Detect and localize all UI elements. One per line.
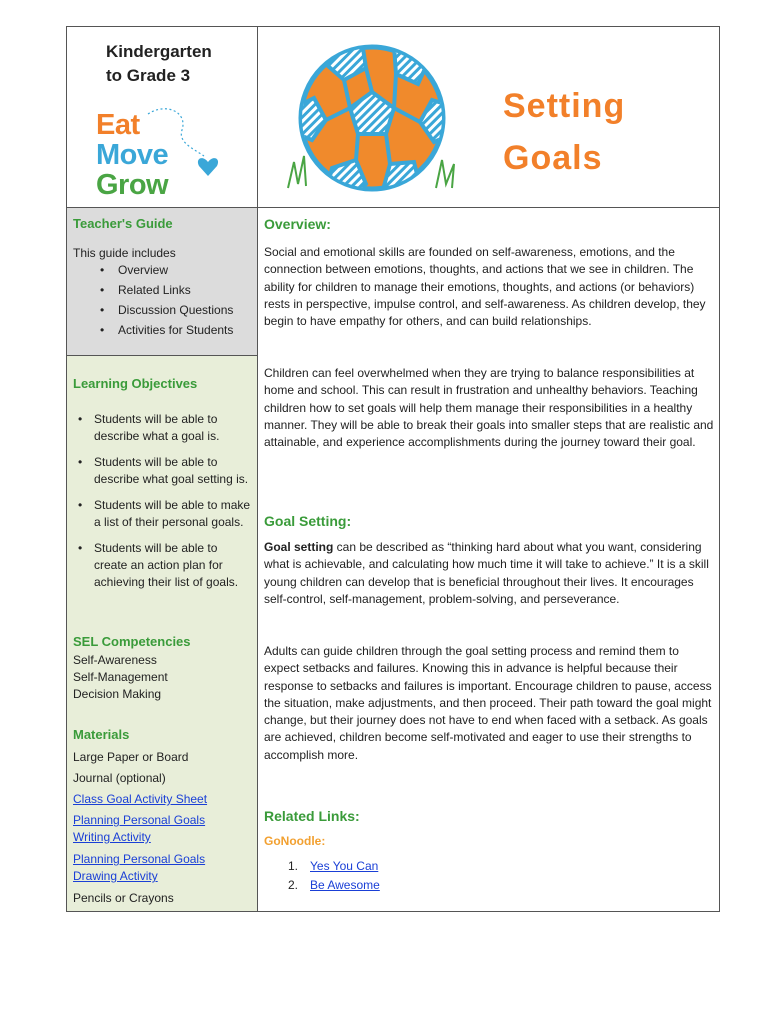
list-item (288, 876, 380, 895)
logo-heart-icon (96, 108, 236, 200)
be-awesome-link[interactable]: Be Awesome (310, 878, 380, 892)
grade-line-1: Kindergarten (106, 42, 212, 61)
column-divider (257, 26, 258, 912)
title-line-1: Setting (503, 87, 626, 125)
overview-paragraph-1: Social and emotional skills are founded on self-awareness, emotions, and the connection between emotions, thoughts, and actions that we see in children. The ability for children to manage their emotions, thoughts, and actions (or behaviors) rests in perspective, impulse control, and self-awareness. As children develop, they begin to have empathy for others, and can build relationships. (264, 245, 706, 329)
eat-move-grow-logo (96, 108, 236, 200)
sel-list (73, 652, 168, 703)
goal-setting-paragraph-1 (264, 539, 714, 608)
list-item: • Related Links (96, 280, 233, 300)
list-item: • Students will be able to describe what goal setting is. (76, 454, 252, 488)
material-item: Pencils or Crayons (73, 891, 174, 905)
title-line-2: Goals (503, 139, 603, 177)
gonoodle-subheading: GoNoodle: (264, 834, 326, 848)
class-goal-activity-link[interactable]: Class Goal Activity Sheet (73, 792, 208, 806)
goal-setting-heading: Goal Setting: (264, 513, 352, 529)
grade-label (106, 40, 246, 88)
teachers-guide-heading: Teacher's Guide (73, 216, 173, 231)
learning-objectives-heading: Learning Objectives (73, 376, 198, 391)
logo-word-move: Move (96, 139, 169, 171)
related-links-list (288, 857, 380, 895)
teachers-guide-list (96, 260, 233, 340)
list-item (288, 857, 380, 876)
material-item: Journal (optional) (73, 771, 166, 785)
list-item: • Overview (96, 260, 233, 280)
overview-paragraph-2: Children can feel overwhelmed when they are trying to balance responsibilities at home and school. This can result in frustration and unhealthy behaviors. Teaching children how to set goals will help them manage their responsibilities in a healthy manner. They will be able to break their goals into smaller steps that are realistic and attainable, and experience accomplishments during the journey toward their goal. (264, 366, 714, 450)
teachers-guide-intro: This guide includes (73, 246, 176, 260)
goal-setting-definition: can be described as “thinking hard about what you want, considering what is achievable, and calculating how much time it will take to achieve.” It is a skill young children can develop that is beneficial throughout their lives. It encourages self-control, self-management, problem-solving, and perseverance. (264, 540, 709, 606)
logo-word-eat: Eat (96, 109, 140, 141)
link-line[interactable]: Planning Personal Goals (73, 813, 206, 827)
link-line[interactable]: Planning Personal Goals (73, 852, 206, 866)
page-title (503, 80, 625, 184)
list-item: Self-Management (73, 670, 168, 684)
list-item: • Activities for Students (96, 320, 233, 340)
list-number: 2. (288, 878, 299, 892)
yes-you-can-link[interactable]: Yes You Can (310, 859, 379, 873)
list-item: Decision Making (73, 687, 162, 701)
drawing-activity-link[interactable] (73, 851, 205, 885)
list-item: • Students will be able to make a list of their personal goals. (76, 497, 252, 531)
list-item: Self-Awareness (73, 653, 157, 667)
list-item: • Students will be able to create an action plan for achieving their list of goals. (76, 540, 252, 591)
link-line[interactable]: Writing Activity (73, 830, 151, 844)
material-item: Large Paper or Board (73, 750, 189, 764)
goal-setting-paragraph-2: Adults can guide children through the goal setting process and remind them to expect setbacks and failures. Knowing this in advance is helpful because their response to setbacks and failures is important. Encourage children to pause, access the situation, make adjustments, and then proceed. Their path toward the goal might change, but their journey does not have to end when faced with a setback. As goals are achieved, children become self-motivated and eager to use their strengths to accomplish more. (264, 644, 712, 762)
list-number: 1. (288, 859, 299, 873)
goal-setting-term: Goal setting (264, 540, 334, 554)
soccer-ball-icon (286, 38, 458, 208)
list-item: • Students will be able to describe what a goal is. (76, 411, 252, 445)
writing-activity-link[interactable] (73, 812, 205, 846)
materials-heading: Materials (73, 727, 130, 742)
link-line[interactable]: Drawing Activity (73, 869, 158, 883)
overview-heading: Overview: (264, 216, 331, 232)
logo-word-grow: Grow (96, 169, 169, 201)
list-item: • Discussion Questions (96, 300, 233, 320)
related-links-heading: Related Links: (264, 808, 360, 824)
grade-line-2: to Grade 3 (106, 66, 191, 85)
learning-objectives-list (76, 411, 252, 600)
sel-heading: SEL Competencies (73, 634, 191, 649)
